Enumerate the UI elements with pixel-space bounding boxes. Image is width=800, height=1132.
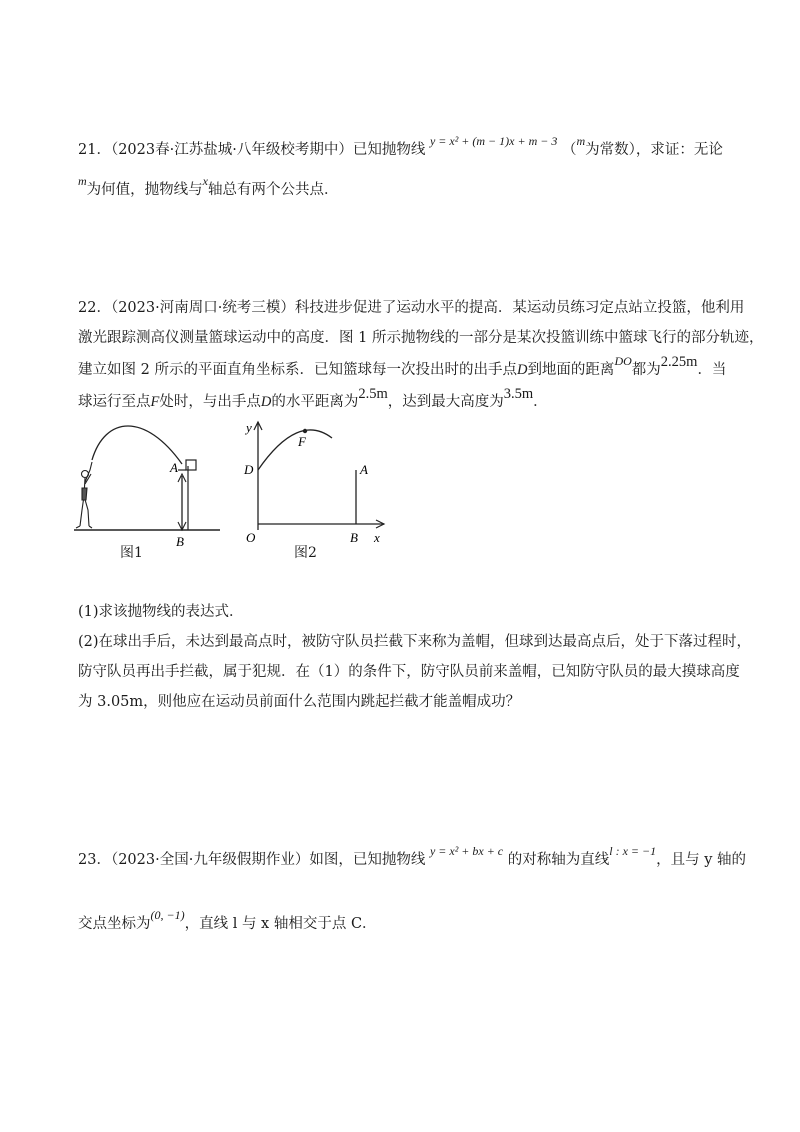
q22-point-d2: D bbox=[260, 394, 272, 410]
q23-line2 bbox=[78, 908, 377, 933]
fig1-caption: 图1 bbox=[120, 545, 143, 561]
q22-line4-c: 的水平距离为 bbox=[271, 394, 359, 410]
q23-source: （2023·全国·九年级假期作业） bbox=[110, 852, 310, 868]
figure-1 bbox=[70, 418, 230, 558]
q23-point: (0, −1) bbox=[150, 908, 185, 922]
fig1-player-icon bbox=[76, 462, 92, 528]
q22-value-25: 2.5m bbox=[358, 386, 388, 402]
q21-number: 21． bbox=[78, 142, 111, 158]
q22-value-225: 2.25m bbox=[660, 354, 698, 370]
fig1-label-b: B bbox=[176, 534, 184, 549]
q22-line4-b: 处时，与出手点 bbox=[159, 394, 261, 410]
q22-part2-line3: 为 3.05m，则他应在运动员前面什么范围内跳起拦截才能盖帽成功？ bbox=[78, 694, 521, 710]
q22-text: 科技进步促进了运动水平的提高．某运动员练习定点站立投篮，他利用 bbox=[294, 300, 745, 316]
q21-text: 已知抛物线 bbox=[352, 142, 426, 158]
q22-point-d: D bbox=[516, 362, 528, 378]
fig2-parabola bbox=[258, 430, 332, 470]
q21-line2 bbox=[78, 174, 339, 199]
fig2-point-f bbox=[303, 429, 307, 433]
q21-paren: （ bbox=[561, 142, 577, 158]
q22-source: （2023·河南周口·统考三模） bbox=[110, 300, 295, 316]
q22-line1 bbox=[78, 296, 744, 317]
fig2-label-y: y bbox=[246, 420, 252, 435]
fig2-label-d: D bbox=[244, 462, 254, 477]
q23-line1 bbox=[78, 844, 747, 869]
fig1-label-a: A bbox=[170, 460, 178, 475]
q22-point-f: F bbox=[150, 394, 160, 410]
fig2-caption: 图2 bbox=[294, 545, 317, 561]
q23-axis: l : x = −1 bbox=[609, 844, 657, 858]
q21-m2: m bbox=[78, 174, 87, 188]
q21-line1 bbox=[78, 134, 723, 159]
q22-line4-e: ． bbox=[533, 394, 548, 410]
q22-line3-d: ．当 bbox=[697, 362, 727, 378]
fig2-label-a: A bbox=[360, 462, 368, 477]
q21-text-c: 轴总有两个公共点． bbox=[208, 182, 339, 198]
q22-line2 bbox=[78, 326, 763, 347]
q21-source: （2023春·江苏盐城·八年级校考期中） bbox=[110, 142, 353, 158]
q23-line2-b: ，直线 l 与 x 轴相交于点 C． bbox=[184, 916, 377, 932]
q21-x: x bbox=[202, 174, 208, 188]
fig2-label-x: x bbox=[374, 530, 380, 545]
q23-text-b: 的对称轴为直线 bbox=[507, 852, 610, 868]
q23-line2-a: 交点坐标为 bbox=[78, 916, 151, 932]
q23-formula: y = x² + bx + c bbox=[429, 844, 504, 858]
fig2-label-o: O bbox=[246, 530, 256, 545]
fig2-label-f: F bbox=[298, 434, 306, 449]
q22-line3 bbox=[78, 354, 727, 379]
fig2-label-b: B bbox=[350, 530, 358, 545]
q22-line4-d: ，达到最大高度为 bbox=[387, 394, 504, 410]
q23-text-a: 如图，已知抛物线 bbox=[309, 852, 426, 868]
q23-number: 23． bbox=[78, 852, 111, 868]
q22-line4-a: 球运行至点 bbox=[78, 394, 151, 410]
q23-text-c: ，且与 y 轴的 bbox=[656, 852, 747, 868]
q22-part2-line2: 防守队员再出手拦截，属于犯规．在（1）的条件下，防守队员前来盖帽，已知防守队员的最大摸球高度 bbox=[78, 664, 740, 680]
figure-2 bbox=[238, 412, 394, 552]
q22-line2-text: 激光跟踪测高仪测量篮球运动中的高度．图 1 所示抛物线的一部分是某次投篮训练中篮球飞行的部分轨迹， bbox=[78, 330, 764, 346]
q22-part1: (1)求该抛物线的表达式． bbox=[78, 604, 244, 620]
q21-const-note: 为常数），求证：无论 bbox=[585, 142, 723, 158]
q22-line3-b: 到地面的距离 bbox=[527, 362, 615, 378]
fig1-trajectory bbox=[92, 426, 182, 464]
q22-line3-a: 建立如图 2 所示的平面直角坐标系．已知篮球每一次投出时的出手点 bbox=[78, 362, 517, 378]
q21-m: m bbox=[576, 134, 586, 148]
q22-value-35: 3.5m bbox=[503, 386, 534, 402]
q21-formula: y = x² + (m − 1)x + m − 3 bbox=[429, 134, 558, 148]
q22-number: 22． bbox=[78, 300, 111, 316]
q22-line3-c: 都为 bbox=[631, 362, 661, 378]
q22-part2-line1: (2)在球出手后，未达到最高点时，被防守队员拦截下来称为盖帽，但球到达最高点后，处于下落过程时， bbox=[78, 634, 752, 650]
q22-do: DO bbox=[614, 354, 632, 368]
q22-line4 bbox=[78, 386, 548, 411]
q21-text-b: 为何值，抛物线与 bbox=[86, 182, 203, 198]
